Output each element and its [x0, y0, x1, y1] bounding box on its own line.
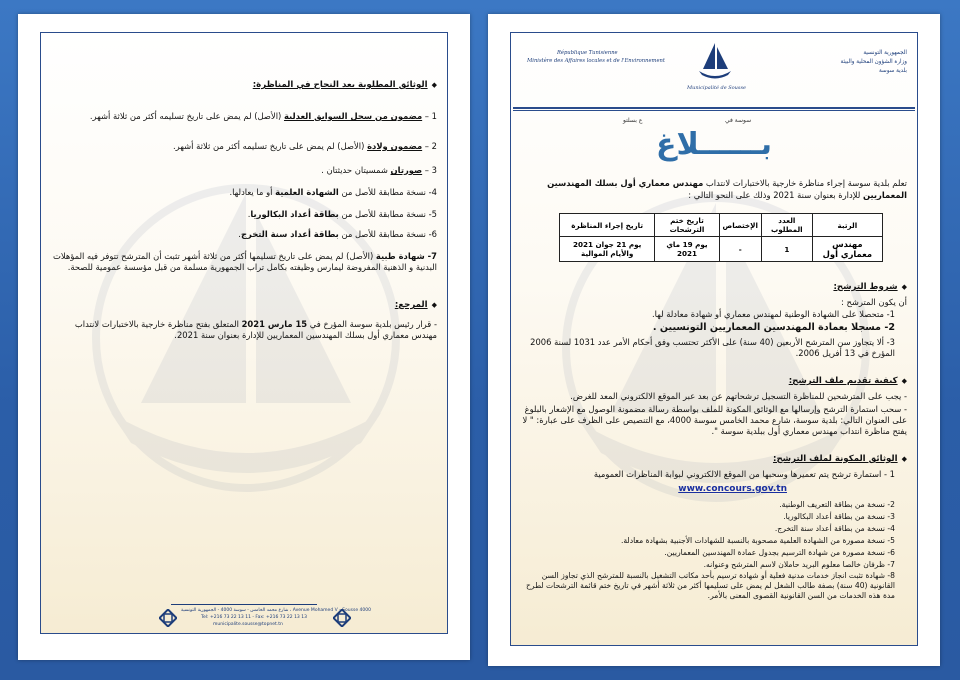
section-title-reference: ◆ المرجع: — [51, 299, 437, 311]
table-header: تاريخ ختم الترشحات — [655, 214, 719, 237]
list-item: 2 – مضمون ولادة (الأصل) لم يمض على تاريخ تسليمه أكثر من ثلاثة أشهر. — [172, 141, 437, 151]
page-frame — [40, 32, 448, 634]
list-item: 5- نسخة مصورة من الشهادة العلمية مصحوبة بالنسبة للشهادات الأجنبية بشهادة معادلة. — [620, 536, 895, 545]
intro-text: تعلم بلدية سوسة إجراء مناظرة خارجية بالاختبارات لانتداب مهندس معماري أول بسلك المهندسين المعماريين للإدارة بعنوان سنة 2021 وذلك على النحو التالي : — [547, 178, 907, 200]
list-item: - سحب استمارة الترشح وإرسالها مع الوثائق المكونة للملف بواسطة رسالة مضمونة الوصول مع الإشعار بالبلوغ على العنوان التالي: بلدية سوسة، شارع محمد الخامس سوسة 4000، مع التنصيص على الظرف على عبارة: " لا يفتح مناظرة انتداب مهندس معماري أول ببلدية سوسة ". — [522, 404, 907, 436]
list-item: 3 – صورتان شمسيتان حديثتان . — [321, 165, 437, 175]
section-title-file-docs: ◆ الوثائق المكونة لملف الترشح: — [521, 453, 907, 465]
table-row — [560, 237, 883, 262]
footer-divider — [171, 604, 317, 605]
list-item — [521, 483, 787, 495]
list-item: 7- ظرفان خالصا معلوم البريد حاملان لاسم المترشح وعنوانه. — [703, 560, 895, 569]
list-item: 1 - استمارة ترشح يتم تعميرها وسحبها من الموقع الالكتروني لبوابة المناظرات العمومية — [593, 469, 895, 479]
table-cell: مهندس معماري أول — [812, 237, 882, 262]
reference-text: - قرار رئيس بلدية سوسة المؤرخ في 15 مارس 2021 المتعلق بفتح مناظرة خارجية بالاختبارات لانتداب مهندس معماري أول بسلك المهندسين المعماريين للإدارة بعنوان سنة 2021. — [74, 319, 437, 340]
table-cell: 1 — [761, 237, 812, 262]
table-header: تاريخ إجراء المناظرة — [560, 214, 655, 237]
list-item: 4- نسخة من بطاقة أعداد سنة التخرج. — [774, 524, 895, 533]
ref-label: ع بسلتو — [623, 117, 643, 124]
header-rule — [513, 107, 915, 109]
letterhead-ar: الجمهورية التونسية وزارة الشؤون المحلية والبيئة بلدية سوسة — [840, 50, 907, 74]
letterhead — [511, 33, 917, 125]
table-header: الرتبة — [812, 214, 882, 237]
list-item: 6- نسخة مصورة من شهادة الترسيم بجدول عمادة المهندسين المعماريين. — [664, 548, 895, 557]
conditions-intro: أن يكون المترشح : — [840, 297, 907, 307]
positions-table — [559, 213, 883, 262]
list-item: - يجب على المترشحين للمناظرة التسجيل ترشحاتهم عن بعد عبر الموقع الالكتروني المعد للغرض. — [570, 391, 907, 401]
list-item: 8- شهادة تثبت انجاز خدمات مدنية فعلية أو شهادة ترسيم بأحد مكاتب التشغيل بالنسبة للمترشح الذي تجاوز السن القانونية (40 سنة) بصفة طالب الشغل لم يمض على تسليمها أكثر من ثلاثة أشهر في تاريخ ختم قائمة الترشحات لطرح مدة هذه الخدمات من السن القانونية القصوى المعنى بالأمر. — [525, 571, 895, 600]
date-label: سوسة في — [725, 117, 752, 124]
table-header: العدد المطلوب — [761, 214, 812, 237]
list-item: 1 – مضمون من سجل السوابق العدلية (الأصل) لم يمض على تاريخ تسليمه أكثر من ثلاثة أشهر. — [89, 111, 437, 121]
list-item: 3- ألا يتجاوز سن المترشح الأربعين (40 سنة) على الأكثر تحتسب وفق أحكام الأمر عدد 1031 لسنة 2006 المؤرخ في 13 أفريل 2006. — [530, 337, 895, 358]
list-item: 5- نسخة مطابقة للأصل من بطاقة أعداد البكالوريا. — [247, 209, 437, 219]
list-item: 7- شهادة طبية (الأصل) لم يمض على تاريخ تسليمها أكثر من ثلاثة أشهر تثبت أن المترشح تتوفر فيه المؤهلات البدنية و الذهنية المفروضة ليمارس وظيفته بكامل تراب الجمهورية مسلمة من قبل مؤسسة عمومية للصحة. — [53, 251, 437, 272]
table-header: الإختصاص — [719, 214, 761, 237]
document-page-1 — [488, 14, 940, 666]
concours-link[interactable]: www.concours.gov.tn — [678, 484, 787, 494]
list-item: 4- نسخة مطابقة للأصل من الشهادة العلمية أو ما يعادلها. — [229, 187, 437, 197]
header-rule — [513, 110, 915, 111]
section-title-how-to-apply: ◆ كيفية تقديم ملف الترشح: — [521, 375, 907, 387]
letterhead-city-fr: Municipalité de Sousse — [687, 85, 746, 91]
municipality-logo-icon — [697, 41, 733, 81]
table-cell: يوم 21 جوان 2021 والأيام الموالية — [560, 237, 655, 262]
footer-phone: Tel: +216 73 22 13 11 - Fax: +216 73 22 13 13 — [201, 615, 307, 620]
document-page-2 — [18, 14, 470, 660]
list-item: 6- نسخة مطابقة للأصل من بطاقة أعداد سنة التخرج. — [238, 229, 437, 239]
announcement-title: بــــــلاغ — [655, 127, 773, 162]
section-title-conditions: ◆ شروط الترشح: — [521, 281, 907, 293]
table-header-row — [560, 214, 883, 237]
ornament-knot-icon — [333, 609, 351, 627]
list-item: 1- متحصلا على الشهادة الوطنية لمهندس معماري أو شهادة معادلة لها. — [651, 309, 895, 319]
table-cell: يوم 19 ماي 2021 — [655, 237, 719, 262]
list-item: 2- نسخة من بطاقة التعريف الوطنية. — [779, 500, 895, 509]
footer-email: municipalite.sousse@topnet.tn — [213, 622, 283, 627]
table-cell: - — [719, 237, 761, 262]
list-item: 3- نسخة من بطاقة أعداد البكالوريا. — [783, 512, 895, 521]
section-title-required-docs: ◆ الوثائق المطلوبة بعد النجاح في المناظرة: — [51, 79, 437, 91]
list-item: 2- مسجلا بعمادة المهندسين المعماريين التونسيين . — [652, 322, 895, 333]
letterhead-fr: République Tunisienne Ministère des Affaires locales et de l'Environnement — [527, 50, 665, 64]
footer-address: شارع محمد الخامس - سوسة 4000 - الجمهورية التونسية ، Avenue Mohamed V - Sousse 4000 — [181, 608, 371, 613]
page-frame — [510, 32, 918, 646]
ornament-knot-icon — [159, 609, 177, 627]
